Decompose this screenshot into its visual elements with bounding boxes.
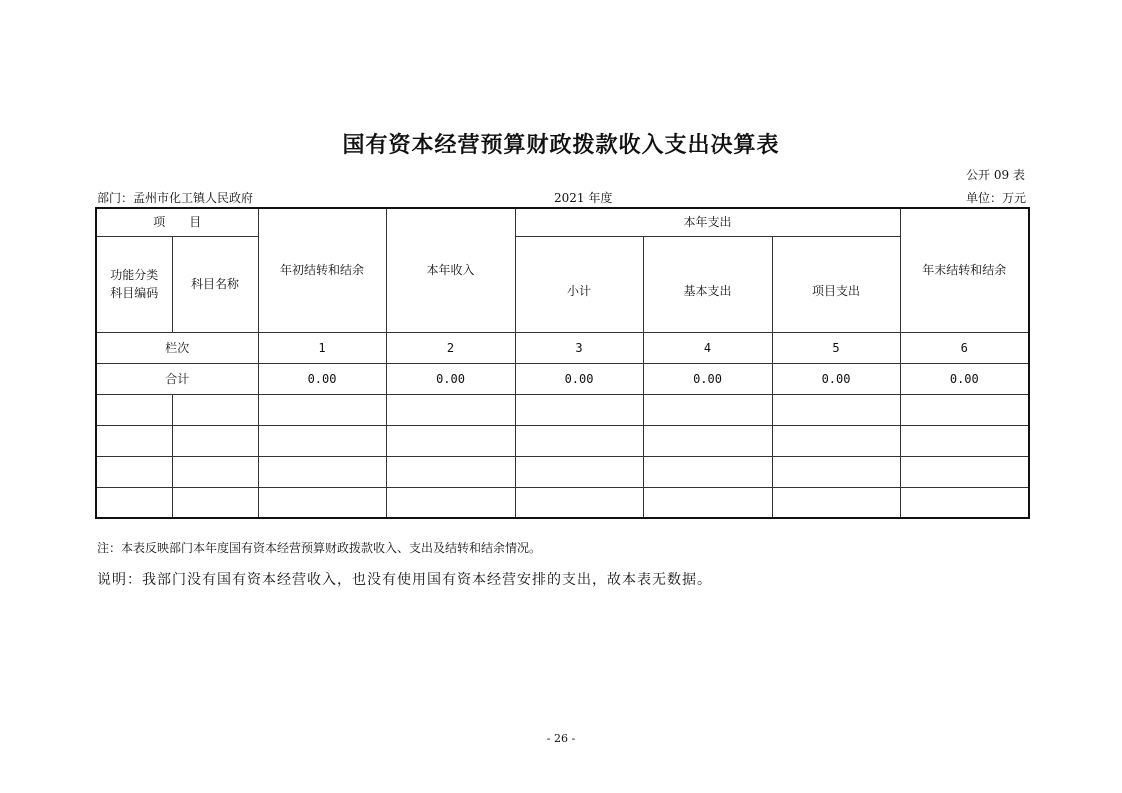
column-index-label: 栏次 xyxy=(96,332,258,363)
fiscal-year: 2021 年度 xyxy=(554,191,613,205)
page-number: - 26 - xyxy=(546,732,576,745)
explanation-text: 说明：我部门没有国有资本经营收入，也没有使用国有资本经营安排的支出，故本表无数据。 xyxy=(97,572,712,588)
empty-cell xyxy=(258,394,386,425)
empty-row xyxy=(96,487,1029,518)
empty-cell xyxy=(643,456,772,487)
empty-row xyxy=(96,425,1029,456)
empty-cell xyxy=(96,425,172,456)
total-value: 0.00 xyxy=(515,363,643,394)
column-number: 3 xyxy=(515,332,643,363)
header-subtotal: 小计 xyxy=(515,236,643,332)
empty-cell xyxy=(515,456,643,487)
empty-cell xyxy=(643,487,772,518)
empty-cell xyxy=(258,487,386,518)
budget-table xyxy=(95,207,1030,519)
empty-cell xyxy=(643,394,772,425)
empty-cell xyxy=(386,487,515,518)
empty-cell xyxy=(772,425,900,456)
empty-cell xyxy=(172,425,258,456)
empty-cell xyxy=(900,487,1029,518)
column-index-row xyxy=(96,332,1029,363)
total-value: 0.00 xyxy=(258,363,386,394)
empty-cell xyxy=(386,394,515,425)
meta-row xyxy=(97,189,1026,205)
empty-cell xyxy=(172,487,258,518)
empty-row xyxy=(96,394,1029,425)
total-value: 0.00 xyxy=(643,363,772,394)
empty-cell xyxy=(386,456,515,487)
total-label: 合计 xyxy=(96,363,258,394)
empty-cell xyxy=(172,394,258,425)
empty-cell xyxy=(515,487,643,518)
header-basic-exp: 基本支出 xyxy=(643,236,772,332)
empty-cell xyxy=(515,425,643,456)
header-project-exp: 项目支出 xyxy=(772,236,900,332)
empty-cell xyxy=(258,456,386,487)
unit-label: 单位：万元 xyxy=(965,191,1026,205)
column-number: 4 xyxy=(643,332,772,363)
empty-cell xyxy=(386,425,515,456)
total-value: 0.00 xyxy=(772,363,900,394)
department-label: 部门：孟州市化工镇人民政府 xyxy=(97,191,254,205)
empty-cell xyxy=(772,456,900,487)
header-opening-balance: 年初结转和结余 xyxy=(258,208,386,332)
form-id: 公开 09 表 xyxy=(966,168,1025,182)
empty-cell xyxy=(172,456,258,487)
empty-cell xyxy=(258,425,386,456)
column-number: 5 xyxy=(772,332,900,363)
empty-cell xyxy=(643,425,772,456)
page-title: 国有资本经营预算财政拨款收入支出决算表 xyxy=(342,133,780,158)
empty-cell xyxy=(772,487,900,518)
empty-cell xyxy=(772,394,900,425)
empty-cell xyxy=(96,487,172,518)
header-item: 项 目 xyxy=(96,208,258,236)
empty-row xyxy=(96,456,1029,487)
header-func-code: 功能分类 科目编码 xyxy=(96,236,172,332)
column-number: 6 xyxy=(900,332,1029,363)
empty-cell xyxy=(900,456,1029,487)
total-value: 0.00 xyxy=(386,363,515,394)
table-note: 注：本表反映部门本年度国有资本经营预算财政拨款收入、支出及结转和结余情况。 xyxy=(97,541,542,555)
header-income: 本年收入 xyxy=(386,208,515,332)
empty-cell xyxy=(96,456,172,487)
header-closing-balance: 年末结转和结余 xyxy=(900,208,1029,332)
empty-cell xyxy=(96,394,172,425)
header-subject-name: 科目名称 xyxy=(172,236,258,332)
column-number: 1 xyxy=(258,332,386,363)
empty-cell xyxy=(515,394,643,425)
empty-cell xyxy=(900,425,1029,456)
header-expenditure: 本年支出 xyxy=(515,208,900,236)
total-row xyxy=(96,363,1029,394)
total-value: 0.00 xyxy=(900,363,1029,394)
column-number: 2 xyxy=(386,332,515,363)
empty-cell xyxy=(900,394,1029,425)
